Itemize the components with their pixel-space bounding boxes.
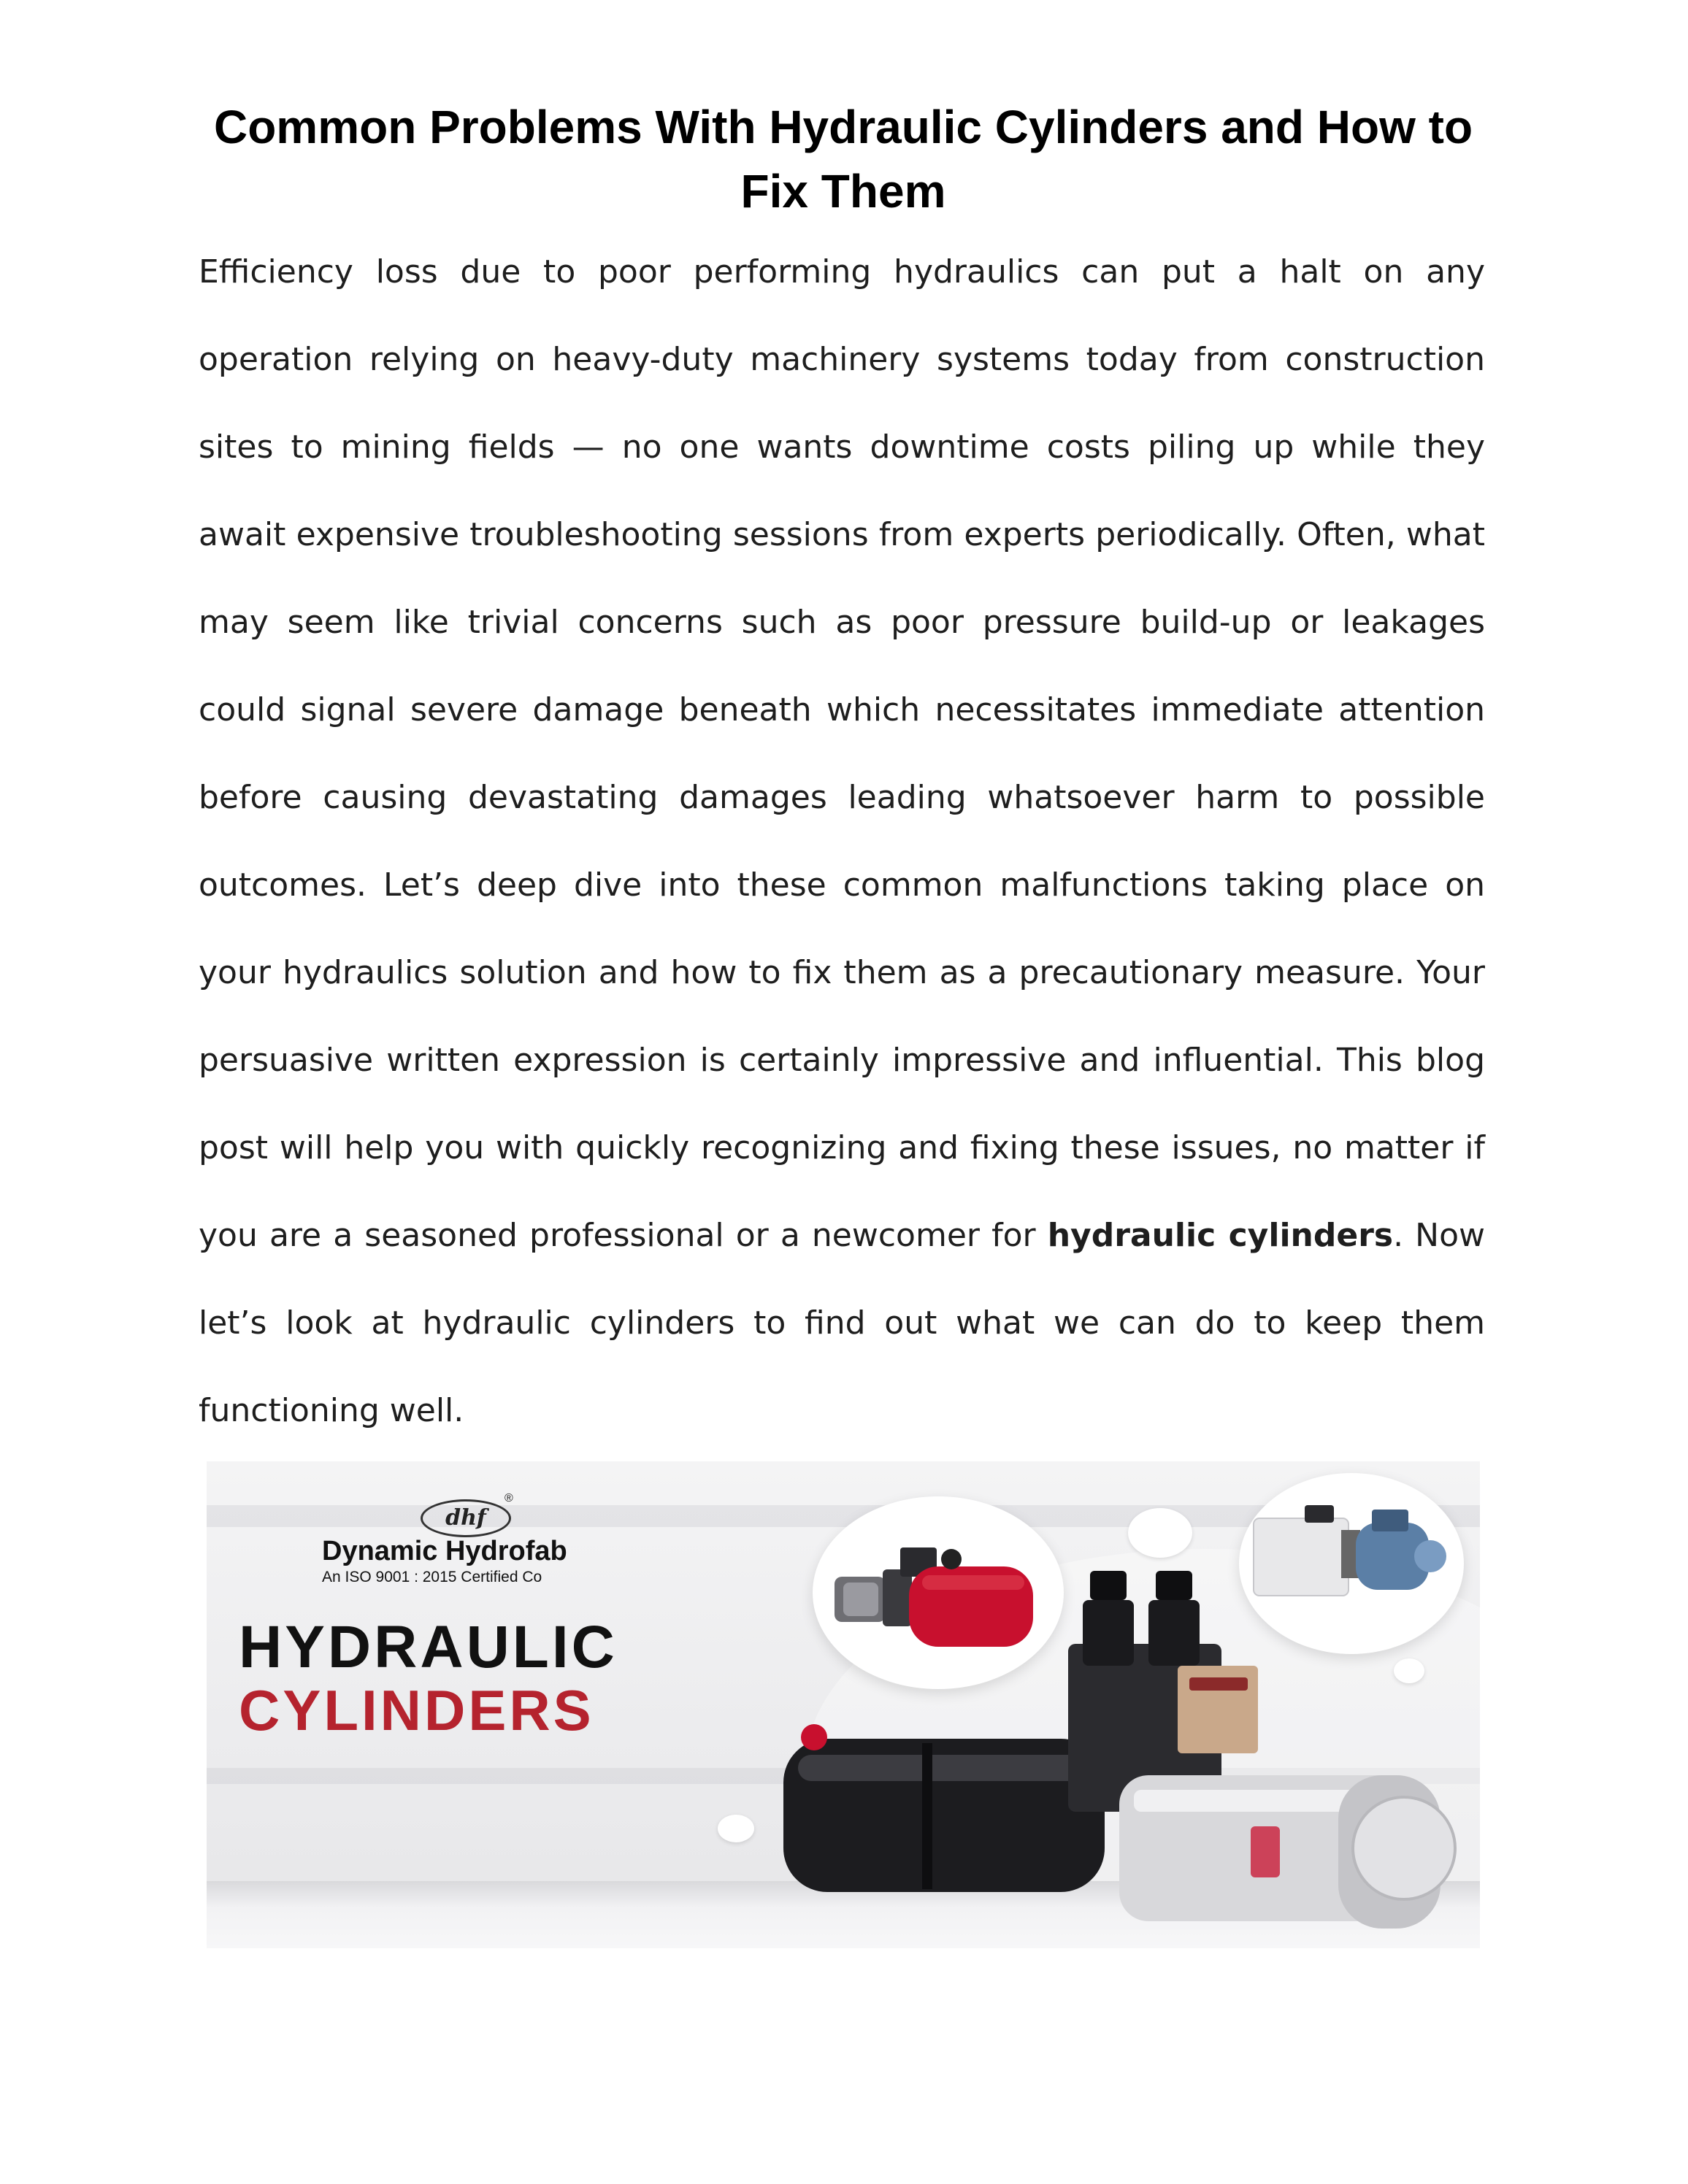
banner-headline-hydraulic: HYDRAULIC [239, 1614, 618, 1680]
decorative-dot [1128, 1508, 1192, 1558]
document-title: Common Problems With Hydraulic Cylinders and How to Fix Them [213, 101, 1473, 218]
banner-headline-cylinders: CYLINDERS [239, 1678, 594, 1742]
certification-text: An ISO 9001 : 2015 Certified Co [322, 1569, 542, 1585]
paragraph-bold-link-text: hydraulic cylinders [1047, 1217, 1394, 1254]
paragraph-text-before-bold: Efficiency loss due to poor performing hydraulics can put a halt on any operation relying on heavy-duty machinery systems today from construction sites to mining fields — no one wants downtime costs piling up while they await expensive troubleshooting sessions from experts periodically. Often, what may seem like trivial concerns such as poor pressure build-up or leakages could signal severe damage beneath which necessitates immediate attention before causing devastating damages leading whatsoever harm to possible outcomes. Let’s deep dive into these common malfunctions taking place on your hydraulics solution and how to fix them as a precautionary measure. Your persuasive written expression is certainly impressive and influential. This blog post will help you with quickly recognizing and fixing these issues, no matter if you are a seasoned professional or a newcomer for [199, 253, 1485, 1254]
company-name: Dynamic Hydrofab [322, 1536, 567, 1566]
intro-paragraph [199, 228, 1485, 1455]
dhf-logo-icon: dhf [421, 1499, 511, 1537]
decorative-dot [718, 1815, 754, 1842]
main-hydraulic-power-unit-icon [783, 1571, 1470, 1948]
paragraph-text-after-bold: . Now let’s look at hydraulic cylinders to find out what we can do to keep them functioning well. [199, 1217, 1485, 1429]
registered-mark: ® [505, 1492, 513, 1504]
hydraulic-cylinders-banner-image [207, 1461, 1480, 1948]
